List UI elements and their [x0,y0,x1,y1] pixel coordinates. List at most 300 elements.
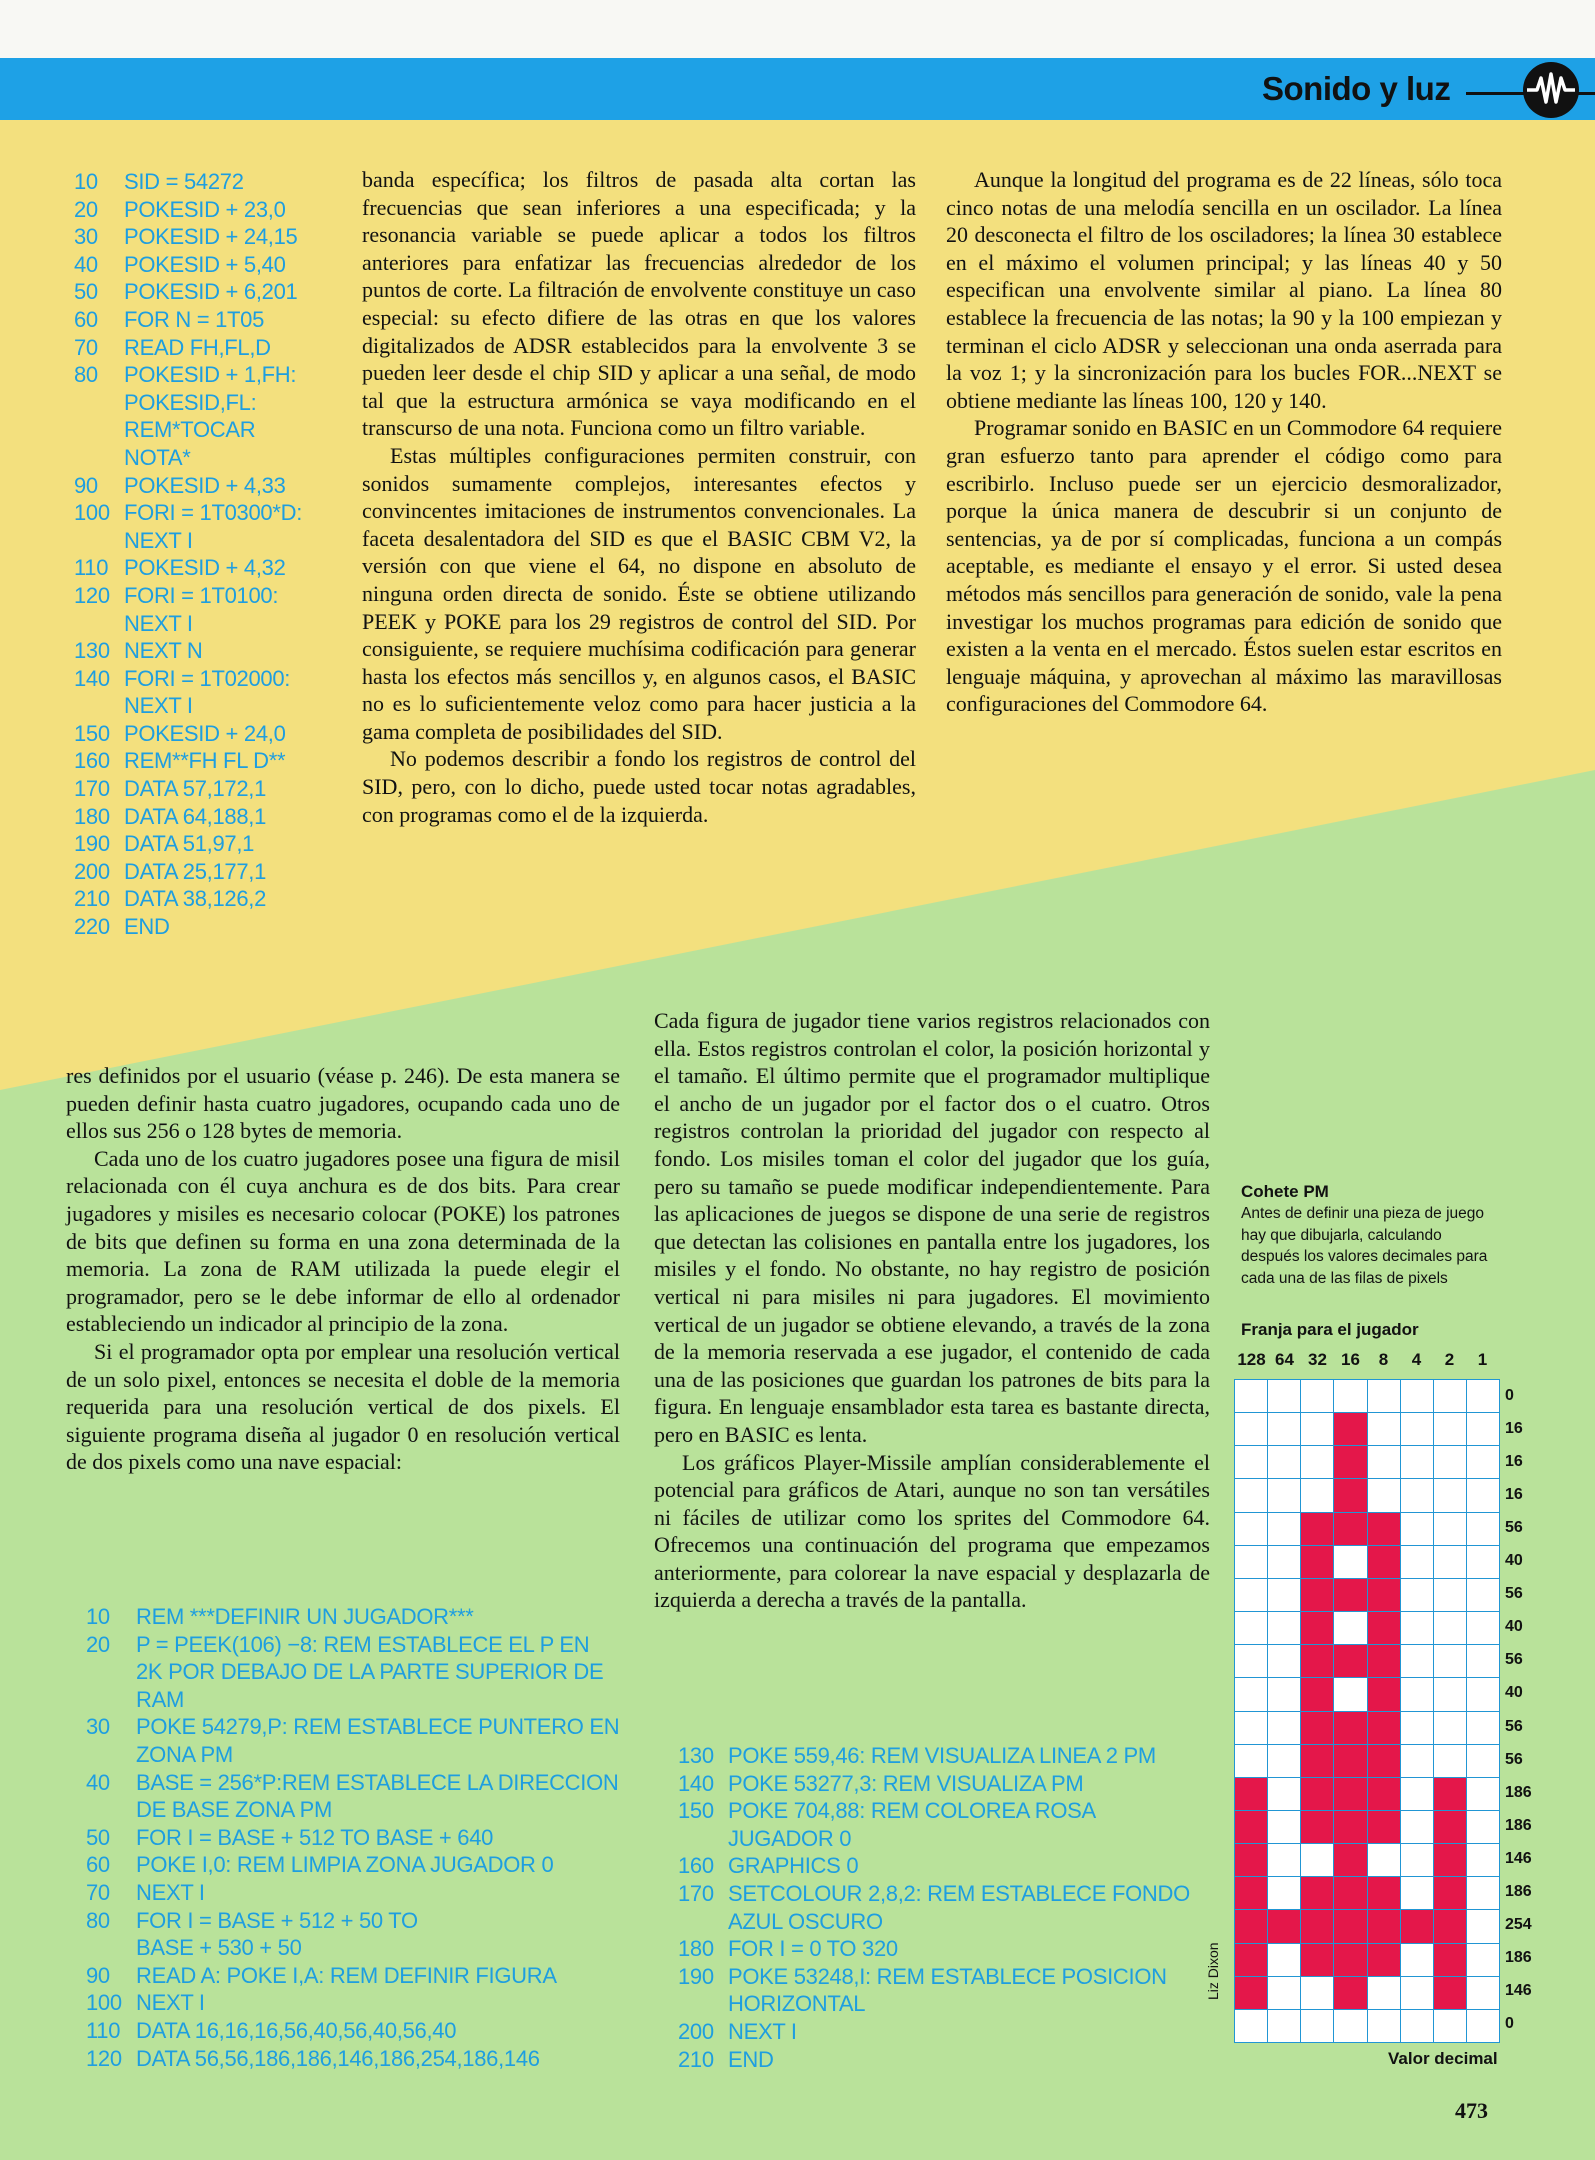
line-number: 130 [678,1743,714,1768]
code-text: GRAPHICS 0 [728,1853,859,1879]
line-number: 190 [74,831,110,857]
code-line [86,1989,646,2017]
bit-label: 64 [1275,1350,1294,1369]
pixel-cell [1235,1645,1267,1677]
pixel-cell [1235,1977,1267,2009]
pixel-cell [1368,1479,1400,1511]
pixel-cell [1467,1546,1499,1578]
code-text: POKESID + 6,201 [124,279,298,305]
bit-label: 8 [1378,1350,1389,1369]
code-line [74,389,364,417]
code-text: FOR I = 0 TO 320 [728,1936,898,1962]
pixel-cell [1368,1712,1400,1744]
paragraph: Cada uno de los cuatro jugadores posee una figura de misil relacionada con él cuya anchura es de dos bits. Para crear jugadores y misiles es necesario colocar (POKE) los patrones de bits que definen su forma en una zona determinada de la memoria. La zona de RAM utilizada la puede elegir el programador, pero se le debe informar de ello al ordenador estableciendo un indicador al principio de la zona. [66,1145,620,1337]
article-column-2-bottom [654,1007,1210,1614]
section-title: Sonido y luz [1262,70,1451,107]
pixel-cell [1434,2010,1466,2042]
pixel-cell [1467,1678,1499,1710]
page-number: 473 [1455,2098,1488,2123]
pixel-cell [1268,1413,1300,1445]
pixel-cell [1401,1745,1433,1777]
pixel-cell [1235,1844,1267,1876]
code-text: P = PEEK(106) −8: REM ESTABLECE EL P EN [136,1631,590,1657]
pixel-cell [1268,1877,1300,1909]
pixel-cell [1268,1546,1300,1578]
pixel-cell [1268,1745,1300,1777]
pixel-cell [1334,1678,1366,1710]
code-line [74,416,364,444]
pixel-cell [1368,1844,1400,1876]
pixel-cell [1368,1546,1400,1578]
pixel-cell [1301,1612,1333,1644]
line-number: 20 [74,196,98,222]
row-decimal-value: 40 [1505,1552,1523,1570]
line-number: 180 [678,1936,714,1962]
code-text: END [124,914,170,940]
row-decimal-value: 146 [1505,1849,1532,1867]
pixel-cell [1401,1380,1433,1412]
code-text: AZUL OSCURO [728,1908,883,1934]
code-text: POKESID + 4,33 [124,472,286,498]
pixel-cell [1235,1479,1267,1511]
pixel-cell [1467,1910,1499,1942]
pixel-cell [1334,1479,1366,1511]
code-text: NEXT N [124,638,203,664]
code-line [86,2017,646,2045]
pixel-cell [1301,1778,1333,1810]
line-number: 220 [74,914,110,940]
pixel-cell [1301,1579,1333,1611]
pixel-cell [1301,1877,1333,1909]
pixel-cell [1301,1645,1333,1677]
code-line [74,720,364,748]
line-number: 210 [678,2046,714,2072]
pixel-cell [1334,1413,1366,1445]
pixel-cell [1301,1446,1333,1478]
row-decimal-value: 40 [1505,1684,1523,1702]
article-column-1-bottom [66,1062,620,1476]
pixel-cell [1301,1678,1333,1710]
pixel-cell [1334,1446,1366,1478]
pixel-cell [1268,1645,1300,1677]
pixel-cell [1401,1844,1433,1876]
code-line [86,1796,646,1824]
pixel-cell [1334,1778,1366,1810]
code-line [74,885,364,913]
code-text: REM*TOCAR [124,417,256,443]
code-line [678,1770,1218,1798]
pixel-cell [1235,1778,1267,1810]
pixel-cell [1401,1977,1433,2009]
code-line [74,306,364,334]
code-text: DATA 25,177,1 [124,858,267,884]
bit-label: 16 [1341,1350,1360,1369]
line-number: 120 [86,2045,122,2071]
code-text: READ A: POKE I,A: REM DEFINIR FIGURA [136,1962,557,1988]
code-line [86,1741,646,1769]
pixel-cell [1235,1446,1267,1478]
pixel-cell [1268,1678,1300,1710]
pixel-cell [1268,1778,1300,1810]
pixel-cell [1235,1678,1267,1710]
pixel-cell [1434,1844,1466,1876]
code-text: NEXT I [124,693,193,719]
pixel-cell [1401,1446,1433,1478]
row-decimal-value: 254 [1505,1916,1532,1934]
line-number: 90 [74,472,98,498]
code-line [74,223,364,251]
row-decimal-value: 186 [1505,1883,1532,1901]
pixel-cell [1401,1612,1433,1644]
code-line [74,582,364,610]
code-text: DE BASE ZONA PM [136,1797,332,1823]
pixel-cell [1301,1745,1333,1777]
code-line [74,665,364,693]
line-number: 150 [74,720,110,746]
pixel-cell [1434,1745,1466,1777]
pixel-cell [1301,1977,1333,2009]
pixel-cell [1235,1612,1267,1644]
code-text: FORI = 1T0100: [124,582,279,608]
row-decimal-value: 56 [1505,1518,1523,1536]
code-line [74,361,364,389]
pixel-cell [1467,2010,1499,2042]
code-line [678,1852,1218,1880]
row-decimal-value: 56 [1505,1651,1523,1669]
code-text: DATA 51,97,1 [124,831,255,857]
code-text: NOTA* [124,444,191,470]
code-line [74,168,364,196]
pixel-cell [1368,1513,1400,1545]
pixel-cell [1268,1579,1300,1611]
code-line [74,554,364,582]
code-line [86,1631,646,1659]
pixel-cell [1235,1811,1267,1843]
pixel-cell [1467,1579,1499,1611]
pixel-cell [1401,1910,1433,1942]
pixel-cell [1301,1413,1333,1445]
pixel-cell [1401,1944,1433,1976]
paragraph: Estas múltiples configuraciones permiten construir, con sonidos sumamente complejos, interesantes efectos y convincentes imitaciones de instrumentos convencionales. La faceta desalentadora del SID es que el BASIC CBM V2, la versión con que viene el 64, no dispone en absoluto de ninguna orden directa de sonido. Éste se obtiene utilizando PEEK y POKE para los 29 registros de control del SID. Por consiguiente, se requiere muchísima codificación para generar hasta los efectos más sencillos y, en algunos casos, el BASIC no es lo suficientemente veloz como para hacer justicia a la gama completa de posibilidades del SID. [362,442,916,744]
paragraph: No podemos describir a fondo los registros de control del SID, pero, con lo dicho, puede usted tocar notas agradables, con programas como el de la izquierda. [362,746,916,827]
code-text: DATA 16,16,16,56,40,56,40,56,40 [136,2017,457,2043]
pixel-cell [1368,1645,1400,1677]
pixel-cell [1268,1479,1300,1511]
pixel-cell [1334,1612,1366,1644]
pixel-cell [1467,1877,1499,1909]
pixel-cell [1268,1910,1300,1942]
line-number: 50 [74,279,98,305]
line-number: 30 [74,224,98,250]
row-decimal-value: 146 [1505,1982,1532,2000]
pixel-cell [1235,1877,1267,1909]
line-number: 100 [86,1990,122,2016]
code-text: FORI = 1T02000: [124,665,291,691]
line-number: 170 [74,776,110,802]
row-decimal-value: 186 [1505,1783,1532,1801]
pixel-cell [1268,1712,1300,1744]
code-line [74,334,364,362]
pixel-cell [1334,1645,1366,1677]
line-number: 120 [74,582,110,608]
line-number: 150 [678,1798,714,1824]
line-number: 110 [74,555,109,581]
paragraph: res definidos por el usuario (véase p. 246). De esta manera se pueden definir hasta cuatro jugadores, ocupando cada uno de ellos sus 256 o 128 bytes de memoria. [66,1063,620,1144]
code-text: POKESID + 24,0 [124,720,286,746]
pixel-cell [1301,2010,1333,2042]
decimal-value-label: Valor decimal [1388,2049,1498,2068]
pixel-cell [1467,1380,1499,1412]
pixel-cell [1368,2010,1400,2042]
pixel-cell [1434,1877,1466,1909]
pixel-cell [1434,1645,1466,1677]
pixel-cell [1401,1579,1433,1611]
code-text: POKE I,0: REM LIMPIA ZONA JUGADOR 0 [136,1852,554,1878]
paragraph: banda específica; los filtros de pasada alta cortan las frecuencias que sean inferiores a una especificada; y la resonancia variable se puede aplicar a todos los filtros anteriores para enfatizar las frecuencias alrededor de los puntos de corte. La filtración de envolvente constituye un caso especial: su efecto difiere de las otras en que los valores digitalizados de ADSR establecidos para la envolvente 3 se pueden leer desde el chip SID y aplicar a una señal, de modo tal que la estructura armónica se vaya modificando en el transcurso de una nota. Funciona como un filtro variable. [362,167,916,441]
pixel-cell [1401,1877,1433,1909]
line-number: 130 [74,638,110,664]
top-margin [0,0,1595,58]
pixel-cell [1401,1413,1433,1445]
pixel-cell [1268,1811,1300,1843]
pixel-cell [1301,1546,1333,1578]
pixel-cell [1434,1811,1466,1843]
figure-caption: Antes de definir una pieza de juego hay que dibujarla, calculando después los valores decimales para cada una de las filas de pixels [1241,1205,1488,1287]
row-decimal-value: 186 [1505,1949,1532,1967]
pixel-cell [1467,1844,1499,1876]
code-text: NEXT I [124,527,193,553]
code-line [74,196,364,224]
code-listing-player-color-move [678,1742,1218,2073]
code-line [74,858,364,886]
pixel-cell [1467,1811,1499,1843]
pixel-cell [1268,1977,1300,2009]
article-column-3-top [946,166,1502,718]
pixel-cell [1368,1413,1400,1445]
code-line [678,1935,1218,1963]
line-number: 20 [86,1631,110,1657]
code-line [678,1825,1218,1853]
paragraph: Los gráficos Player-Missile amplían considerablemente el potencial para gráficos de Atari, aunque no son tan versátiles ni fáciles de utilizar como los sprites del Commodore 64. Ofrecemos una continuación del programa que empezamos anteriormente, para colorear la nave espacial y desplazarla de izquierda a derecha a través de la pantalla. [654,1449,1210,1613]
pixel-cell [1401,1645,1433,1677]
pixel-cell [1368,1910,1400,1942]
code-line [86,1934,646,1962]
code-text: END [728,2046,774,2072]
code-line [86,1603,646,1631]
code-text: POKE 53248,I: REM ESTABLECE POSICION [728,1963,1167,1989]
pixel-cell [1368,1612,1400,1644]
line-number: 60 [74,306,98,332]
pixel-cell [1467,1778,1499,1810]
code-line [74,444,364,472]
code-line [678,1990,1218,2018]
line-number: 80 [74,362,98,388]
pixel-cell [1334,1745,1366,1777]
code-line [86,1851,646,1879]
code-line [678,2046,1218,2074]
pixel-cell [1434,1446,1466,1478]
pixel-cell [1368,1678,1400,1710]
line-number: 10 [86,1604,110,1629]
bit-label: 4 [1411,1350,1422,1369]
code-text: FOR I = BASE + 512 + 50 TO [136,1907,418,1933]
pixel-cell [1334,1712,1366,1744]
article-column-2-top [362,166,916,828]
pixel-cell [1334,1844,1366,1876]
code-line [86,2045,646,2073]
line-number: 200 [74,858,110,884]
code-line [74,775,364,803]
code-text: BASE = 256*P:REM ESTABLECE LA DIRECCION [136,1769,619,1795]
code-text: POKESID + 5,40 [124,251,286,277]
pixel-cell [1368,1977,1400,2009]
code-line [74,610,364,638]
code-text: DATA 56,56,186,186,146,186,254,186,146 [136,2045,540,2071]
code-text: POKESID + 1,FH: [124,362,297,388]
line-number: 110 [86,2017,121,2043]
pixel-cell [1334,1811,1366,1843]
pixel-cell [1235,1745,1267,1777]
code-line [74,637,364,665]
code-text: FORI = 1T0300*D: [124,500,302,526]
pixel-cell [1235,1380,1267,1412]
code-text: POKESID + 23,0 [124,196,286,222]
pixel-cell [1467,1944,1499,1976]
paragraph: Aunque la longitud del programa es de 22 líneas, sólo toca cinco notas de una melodía sencilla en un oscilador. La línea 20 desconecta el filtro de los osciladores; la línea 30 establece en el máximo el volumen principal; y las líneas 40 y 50 especifican una envolvente similar al piano. La línea 80 establece la frecuencia de las notas; la 90 y la 100 empiezan y terminan el ciclo ADSR y seleccionan una onda aserrada para la voz 1; y la sincronización para los bucles FOR...NEXT se obtiene mediante las líneas 100, 120 y 140. [946,167,1502,413]
line-number: 140 [678,1770,714,1796]
pixel-cell [1268,1380,1300,1412]
pixel-cell [1368,1944,1400,1976]
pixel-cell [1434,1977,1466,2009]
line-number: 180 [74,803,110,829]
row-decimal-value: 186 [1505,1816,1532,1834]
pixel-cell [1301,1844,1333,1876]
line-number: 170 [678,1880,714,1906]
code-line [86,1879,646,1907]
code-text: NEXT I [124,610,193,636]
pixel-cell [1434,1612,1466,1644]
pixel-cell [1467,1479,1499,1511]
pixel-cell [1334,1546,1366,1578]
code-line [678,1797,1218,1825]
code-line [74,830,364,858]
code-line [74,278,364,306]
pixel-cell [1467,1745,1499,1777]
line-number: 100 [74,500,110,526]
pixel-cell [1268,1446,1300,1478]
code-line [86,1907,646,1935]
code-line [74,747,364,775]
code-line [678,2018,1218,2046]
pixel-cell [1401,1546,1433,1578]
code-line [86,1769,646,1797]
pixel-cell [1401,1513,1433,1545]
pixel-cell [1368,1877,1400,1909]
code-line [74,472,364,500]
pixel-cell [1301,1811,1333,1843]
pixel-cell [1334,1513,1366,1545]
pixel-cell [1401,1678,1433,1710]
row-decimal-value: 0 [1505,2015,1514,2033]
illustration-credit: Liz Dixon [1205,1942,1221,2000]
pixel-cell [1268,1844,1300,1876]
line-number: 30 [86,1714,110,1740]
code-line [678,1908,1218,1936]
pixel-cell [1434,1712,1466,1744]
line-number: 160 [74,748,110,774]
code-text: DATA 57,172,1 [124,776,267,802]
pixel-cell [1301,1479,1333,1511]
row-decimal-value: 56 [1505,1717,1523,1735]
pixel-cell [1434,1778,1466,1810]
code-text: 2K POR DEBAJO DE LA PARTE SUPERIOR DE [136,1659,604,1685]
pixel-cell [1268,1513,1300,1545]
pixel-cell [1235,1513,1267,1545]
pixel-cell [1434,1513,1466,1545]
pixel-cell [1235,1579,1267,1611]
pixel-cell [1334,1579,1366,1611]
pixel-cell [1368,1745,1400,1777]
pixel-cell [1401,1712,1433,1744]
code-text: POKESID + 4,32 [124,555,286,581]
line-number: 80 [86,1907,110,1933]
row-decimal-value: 0 [1505,1386,1514,1404]
pixel-cell [1401,1479,1433,1511]
code-text: JUGADOR 0 [728,1825,852,1851]
row-decimal-value: 56 [1505,1585,1523,1603]
code-text: NEXT I [136,1879,205,1905]
pixel-cell [1434,1380,1466,1412]
line-number: 190 [678,1963,714,1989]
code-line [74,499,364,527]
pixel-cell [1268,2010,1300,2042]
pixel-cell [1334,1977,1366,2009]
pixel-cell [1235,2010,1267,2042]
code-text: RAM [136,1686,184,1712]
figure-title: Cohete PM [1241,1182,1329,1201]
code-line [86,1824,646,1852]
pixel-cell [1467,1446,1499,1478]
pixel-cell [1235,1944,1267,1976]
code-text: REM**FH FL D** [124,748,286,774]
code-text: POKE 559,46: REM VISUALIZA LINEA 2 PM [728,1743,1156,1768]
paragraph: Si el programador opta por emplear una resolución vertical de un solo pixel, entonces se necesita el doble de la memoria requerida para una resolución vertical de dos pixels. El siguiente programa diseña al jugador 0 en resolución vertical de dos pixels como una nave espacial: [66,1338,620,1475]
line-number: 40 [86,1769,110,1795]
sound-wave-logo-icon [1523,62,1579,118]
pixel-cell [1401,1778,1433,1810]
line-number: 10 [74,169,98,194]
code-text: SID = 54272 [124,169,244,194]
pixel-cell [1434,1413,1466,1445]
pixel-cell [1368,1579,1400,1611]
row-decimal-value: 16 [1505,1452,1523,1470]
line-number: 160 [678,1853,714,1879]
pixel-cell [1301,1910,1333,1942]
figure-subtitle: Franja para el jugador [1241,1320,1419,1339]
code-text: FOR N = 1T05 [124,306,265,332]
pixel-cell [1334,1944,1366,1976]
paragraph: Cada figura de jugador tiene varios registros relacionados con ella. Estos registros controlan el color, la posición horizontal y el tamaño. El último permite que el programador multiplique el ancho de un jugador por el factor dos o el cuatro. Otros registros controlan la prioridad del jugador con respecto al fondo. Los misiles toman el color del jugador que los guía, pero su tamaño se puede modificar independientemente. Para las aplicaciones de juegos se dispone de una serie de registros que detectan las colisiones en pantalla entre los jugadores, los misiles y el fondo. No obstante, no hay registro de posición vertical ni para misiles ni para jugadores. El movimiento vertical de un jugador se obtiene elevando, a través de la zona de la memoria reservada a ese jugador, el contenido de cada una de las posiciones que guardan los patrones de bits para la figura. En lenguaje ensamblador esta tarea es bastante directa, pero en BASIC es lenta. [654,1008,1210,1447]
line-number: 70 [86,1879,110,1905]
code-line [74,803,364,831]
row-decimal-value: 56 [1505,1750,1523,1768]
bit-label: 128 [1237,1350,1266,1369]
code-text: POKESID,FL: [124,389,257,415]
pixel-cell [1434,1546,1466,1578]
code-line [86,1658,646,1686]
pixel-cell [1301,1380,1333,1412]
pixel-cell [1301,1712,1333,1744]
